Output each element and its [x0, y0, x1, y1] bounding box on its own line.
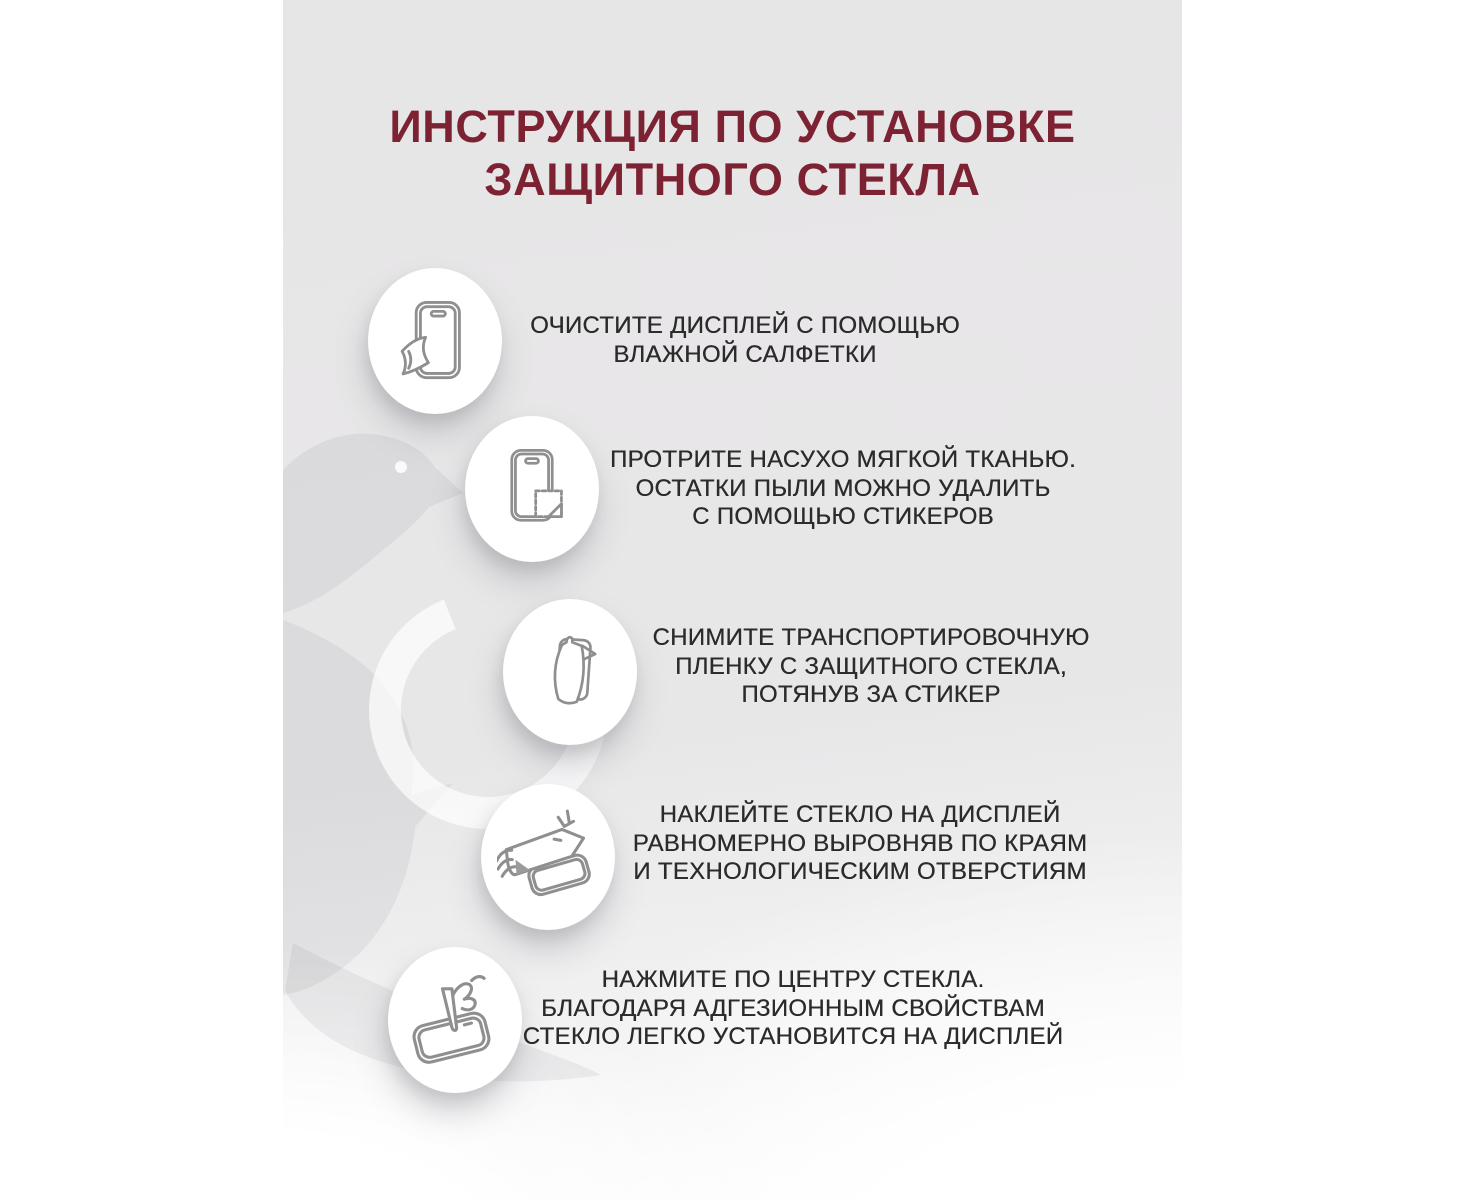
step-text-line: ОСТАТКИ ПЫЛИ МОЖНО УДАЛИТЬ	[635, 474, 1051, 502]
step-3-text	[652, 624, 1089, 710]
page-title-line-2: ЗАЩИТНОГО СТЕКЛА	[484, 154, 981, 205]
bird-eye-dot	[395, 461, 407, 473]
phone-sticker-icon	[486, 443, 578, 535]
step-5-icon-circle	[388, 947, 522, 1093]
step-1-text	[530, 312, 960, 369]
step-text-line: ПРОТРИТЕ НАСУХО МЯГКОЙ ТКАНЬЮ.	[609, 446, 1077, 473]
step-5-text	[523, 966, 1064, 1052]
step-1-icon-circle	[368, 268, 502, 414]
step-text-line: СНИМИТЕ ТРАНСПОРТИРОВОЧНУЮ	[652, 624, 1090, 651]
press-center-icon	[403, 968, 507, 1072]
film-peel-icon	[525, 627, 615, 717]
page-title	[283, 100, 1182, 206]
step-text-line: С ПОМОЩЬЮ СТИКЕРОВ	[692, 503, 994, 530]
content-panel	[283, 0, 1182, 1200]
step-text-line: ВЛАЖНОЙ САЛФЕТКИ	[613, 340, 877, 368]
step-text-line: БЛАГОДАРЯ АДГЕЗИОННЫМ СВОЙСТВАМ	[541, 994, 1045, 1022]
step-4-icon-circle	[481, 784, 615, 930]
step-2-text	[610, 446, 1076, 532]
align-glass-icon	[497, 806, 599, 908]
step-text-line: ПЛЕНКУ С ЗАЩИТНОГО СТЕКЛА,	[675, 652, 1067, 680]
step-4-text	[633, 801, 1088, 887]
step-3-icon-circle	[503, 599, 637, 745]
step-text-line: НАЖМИТЕ ПО ЦЕНТРУ СТЕКЛА.	[601, 966, 985, 993]
step-text-line: ПОТЯНУВ ЗА СТИКЕР	[741, 681, 1001, 708]
step-2-icon-circle	[465, 416, 599, 562]
step-text-line: ОЧИСТИТЕ ДИСПЛЕЙ С ПОМОЩЬЮ	[530, 312, 960, 339]
step-text-line: РАВНОМЕРНО ВЫРОВНЯВ ПО КРАЯМ	[632, 829, 1088, 857]
phone-wipe-icon	[388, 294, 482, 388]
page-title-line-1: ИНСТРУКЦИЯ ПО УСТАНОВКЕ	[389, 101, 1076, 152]
step-text-line: И ТЕХНОЛОГИЧЕСКИМ ОТВЕРСТИЯМ	[633, 858, 1087, 885]
step-text-line: СТЕКЛО ЛЕГКО УСТАНОВИТСЯ НА ДИСПЛЕЙ	[522, 1023, 1064, 1050]
step-text-line: НАКЛЕЙТЕ СТЕКЛО НА ДИСПЛЕЙ	[659, 801, 1061, 828]
